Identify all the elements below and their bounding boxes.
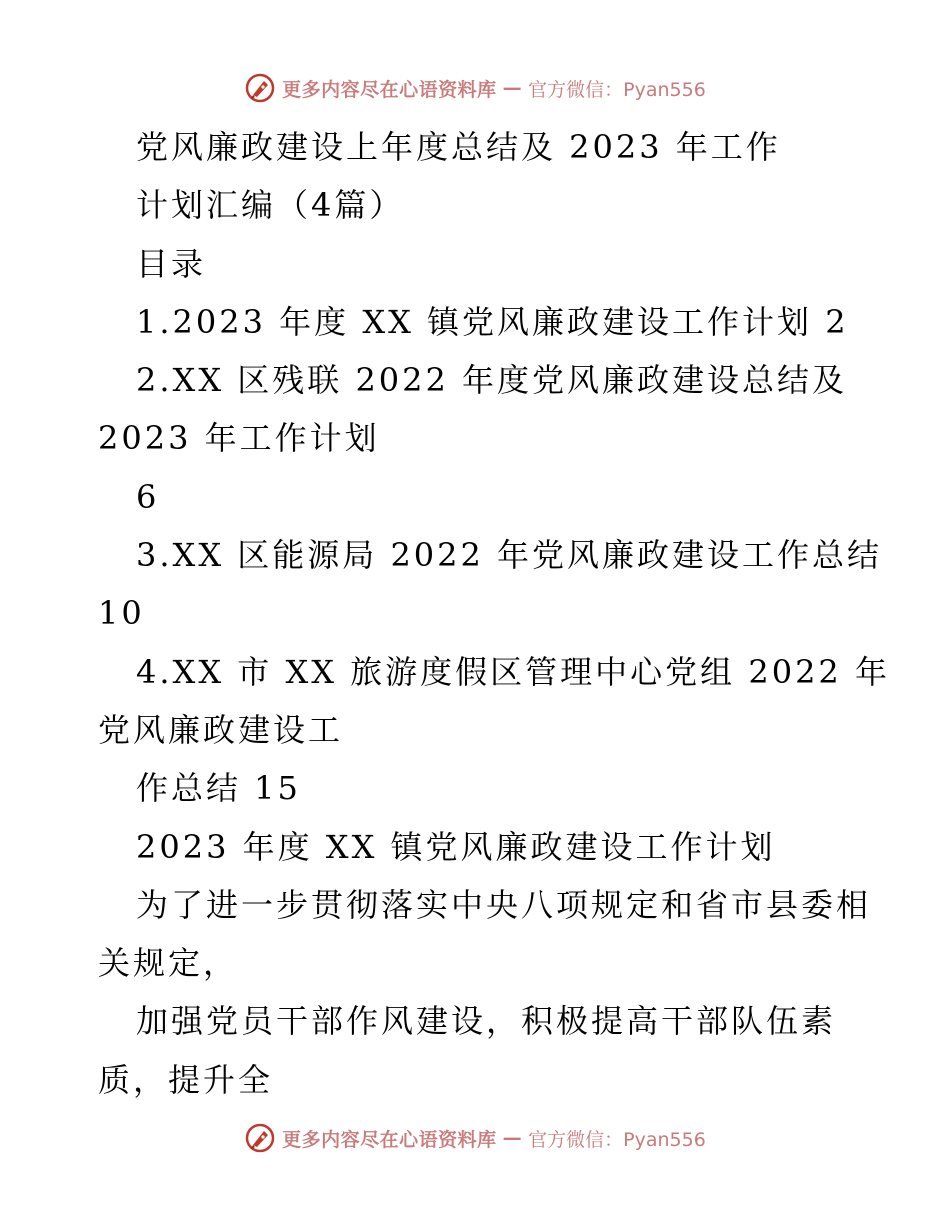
- toc-entry: 1.2023 年度 XX 镇党风廉政建设工作计划 2: [136, 302, 849, 341]
- pen-nib-logo-icon: [244, 72, 276, 104]
- watermark-footer: [0, 1120, 950, 1156]
- toc-entry: 2.XX 区残联 2022 年度党风廉政建设总结及: [136, 361, 848, 400]
- watermark-header: [0, 70, 950, 106]
- watermark-contact: 官方微信：Pyan556: [528, 1128, 706, 1151]
- toc-entry-continuation: 作总结 15: [136, 769, 301, 808]
- toc-page-number: 6: [136, 477, 160, 516]
- toc-entry: 4.XX 市 XX 旅游度假区管理中心党组 2022 年: [136, 652, 890, 691]
- document-title-line-2: 计划汇编（4篇）: [136, 186, 405, 225]
- body-paragraph-line: 质，提升全: [98, 1060, 274, 1099]
- body-paragraph-line: 关规定，: [98, 944, 239, 983]
- toc-entry-continuation: 党风廉政建设工: [98, 710, 344, 749]
- toc-entry: 3.XX 区能源局 2022 年党风廉政建设工作总结: [136, 536, 883, 575]
- watermark-contact: 官方微信：Pyan556: [528, 78, 706, 101]
- pen-nib-logo-icon: [244, 1122, 276, 1154]
- watermark-separator: —: [502, 1127, 523, 1149]
- toc-entry-continuation: 2023 年工作计划: [98, 419, 380, 458]
- body-paragraph-line: 加强党员干部作风建设，积极提高干部队伍素: [136, 1002, 837, 1041]
- document-title-line-1: 党风廉政建设上年度总结及 2023 年工作: [136, 128, 781, 166]
- toc-page-number: 10: [98, 594, 145, 633]
- body-paragraph-line: 为了进一步贯彻落实中央八项规定和省市县委相: [136, 885, 872, 924]
- watermark-text: 更多内容尽在心语资料库: [282, 78, 497, 101]
- document-body: [98, 118, 890, 1109]
- toc-heading: 目录: [136, 244, 207, 283]
- section-title: 2023 年度 XX 镇党风廉政建设工作计划: [136, 827, 776, 866]
- watermark-separator: —: [502, 77, 523, 99]
- watermark-text: 更多内容尽在心语资料库: [282, 1128, 497, 1151]
